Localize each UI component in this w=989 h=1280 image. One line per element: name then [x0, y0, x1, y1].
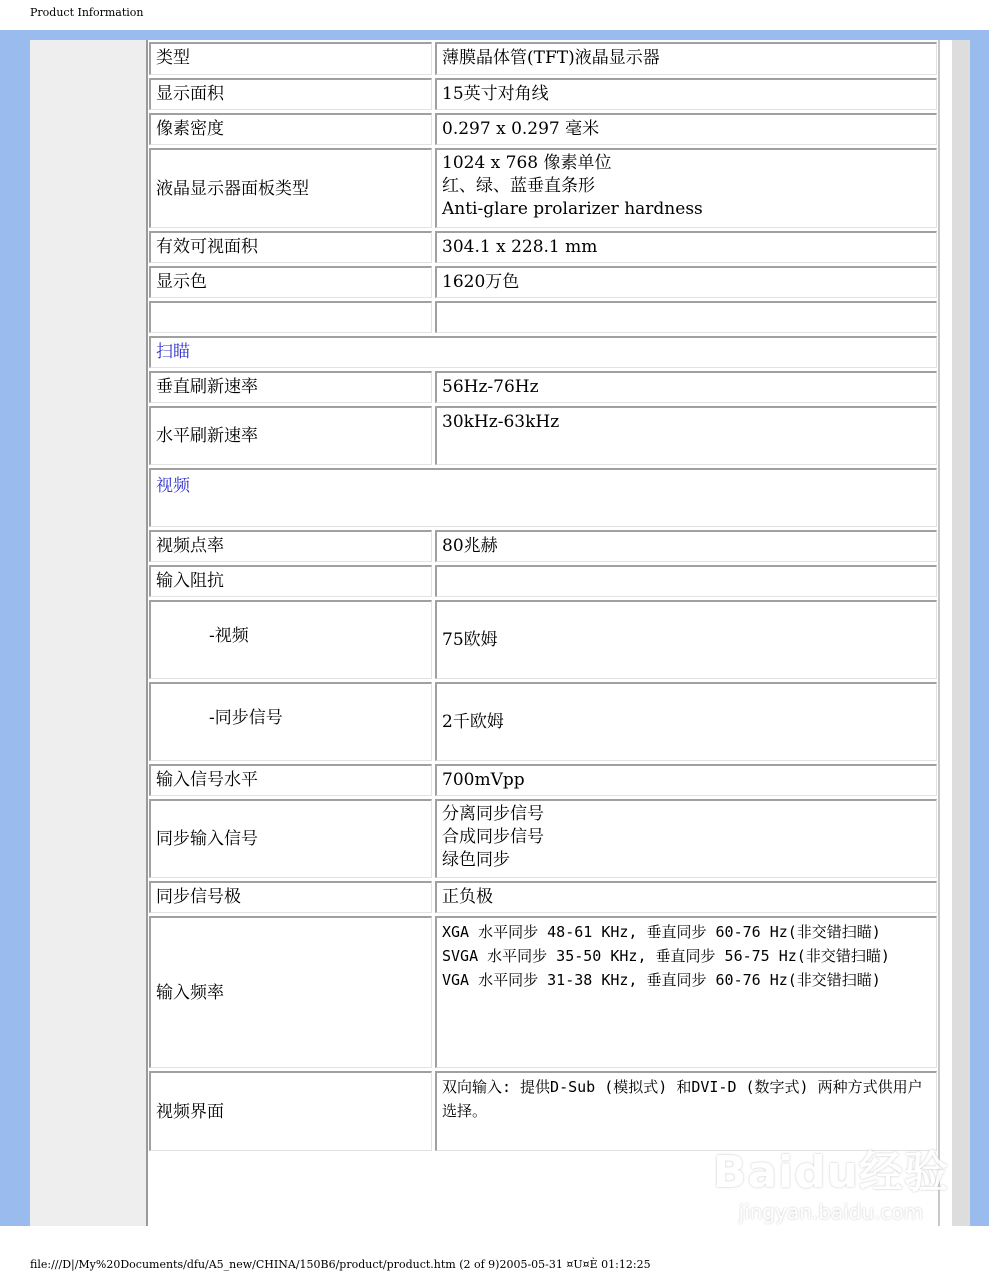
- spec-value-line: 分离同步信号: [442, 804, 544, 824]
- spec-value: 304.1 x 228.1 mm: [435, 231, 937, 263]
- spec-label-text: -同步信号: [209, 708, 283, 728]
- spec-table: [149, 42, 937, 1154]
- spec-label: 液晶显示器面板类型: [149, 148, 432, 228]
- page-header-title: Product Information: [30, 6, 144, 19]
- spec-label: 视频点率: [149, 530, 432, 562]
- empty-cell: [435, 301, 937, 333]
- spec-value: [435, 565, 937, 597]
- table-row-empty: [149, 301, 937, 333]
- spec-label: 同步输入信号: [149, 799, 432, 878]
- empty-cell: [149, 301, 432, 333]
- page-footer-path: file:///D|/My%20Documents/dfu/A5_new/CHINA/150B6/product/product.htm (2 of 9)2005-05-31 ¤U¤È 01:12:25: [30, 1258, 651, 1271]
- right-scroll-area: [952, 40, 970, 1226]
- table-row: [149, 113, 937, 145]
- spec-value: 薄膜晶体管(TFT)液晶显示器: [435, 42, 937, 75]
- table-row: [149, 148, 937, 228]
- spec-label: [149, 600, 432, 679]
- table-row: [149, 42, 937, 75]
- spec-label: 垂直刷新速率: [149, 371, 432, 403]
- content-left-border: [146, 40, 148, 1226]
- table-row: [149, 600, 937, 679]
- spec-value-line: 红、绿、蓝垂直条形: [442, 176, 595, 196]
- spec-label: 像素密度: [149, 113, 432, 145]
- section-title: 视频: [149, 468, 937, 527]
- table-row: [149, 78, 937, 110]
- spec-value-line: Anti-glare prolarizer hardness: [442, 199, 703, 219]
- spec-label: 水平刷新速率: [149, 406, 432, 465]
- spec-value: 正负极: [435, 881, 937, 913]
- spec-label: 输入阻抗: [149, 565, 432, 597]
- spec-value: 30kHz-63kHz: [435, 406, 937, 465]
- spec-value: [435, 916, 937, 1068]
- table-row: [149, 799, 937, 878]
- baidu-watermark: [713, 1136, 949, 1224]
- table-row: [149, 266, 937, 298]
- spec-value: 0.297 x 0.297 毫米: [435, 113, 937, 145]
- watermark-logo: Baidu经验: [712, 1147, 949, 1198]
- spec-value-line: 绿色同步: [442, 850, 510, 870]
- spec-label: 视频界面: [149, 1071, 432, 1151]
- spec-value-line: 1024 x 768 像素单位: [442, 153, 612, 173]
- spec-value-line: VGA 水平同步 31-38 KHz, 垂直同步 60-76 Hz(非交错扫瞄): [442, 971, 881, 989]
- spec-label: 显示色: [149, 266, 432, 298]
- table-row: [149, 682, 937, 761]
- spec-label-text: -视频: [209, 626, 249, 646]
- spec-value: [435, 148, 937, 228]
- spec-label: [149, 682, 432, 761]
- table-row: [149, 881, 937, 913]
- table-row: [149, 764, 937, 796]
- table-row: [149, 371, 937, 403]
- spec-label: 有效可视面积: [149, 231, 432, 263]
- spec-label: 输入信号水平: [149, 764, 432, 796]
- section-header-video: [149, 468, 937, 527]
- spec-value-line: SVGA 水平同步 35-50 KHz, 垂直同步 56-75 Hz(非交错扫瞄): [442, 947, 890, 965]
- spec-label: 同步信号极: [149, 881, 432, 913]
- spec-value: 2千欧姆: [435, 682, 937, 761]
- spec-label: 显示面积: [149, 78, 432, 110]
- spec-value: 1620万色: [435, 266, 937, 298]
- table-row: [149, 530, 937, 562]
- content-right-border: [938, 40, 940, 1226]
- spec-value: 75欧姆: [435, 600, 937, 679]
- table-row: [149, 916, 937, 1068]
- section-title: 扫瞄: [149, 336, 937, 368]
- table-row: [149, 406, 937, 465]
- spec-value-line: XGA 水平同步 48-61 KHz, 垂直同步 60-76 Hz(非交错扫瞄): [442, 923, 881, 941]
- table-row: [149, 231, 937, 263]
- section-header-scan: [149, 336, 937, 368]
- watermark-url: jingyan.baidu.com: [738, 1200, 924, 1224]
- spec-value: [435, 799, 937, 878]
- table-row: [149, 565, 937, 597]
- spec-value: 56Hz-76Hz: [435, 371, 937, 403]
- left-column: [30, 40, 146, 1226]
- spec-label: 类型: [149, 42, 432, 75]
- spec-label: 输入频率: [149, 916, 432, 1068]
- spec-value-line: 合成同步信号: [442, 827, 544, 847]
- spec-value: 双向输入: 提供D-Sub (模拟式) 和DVI-D (数字式) 两种方式供用户选择。: [435, 1071, 937, 1151]
- spec-value: 80兆赫: [435, 530, 937, 562]
- spec-value: 15英寸对角线: [435, 78, 937, 110]
- spec-value: 700mVpp: [435, 764, 937, 796]
